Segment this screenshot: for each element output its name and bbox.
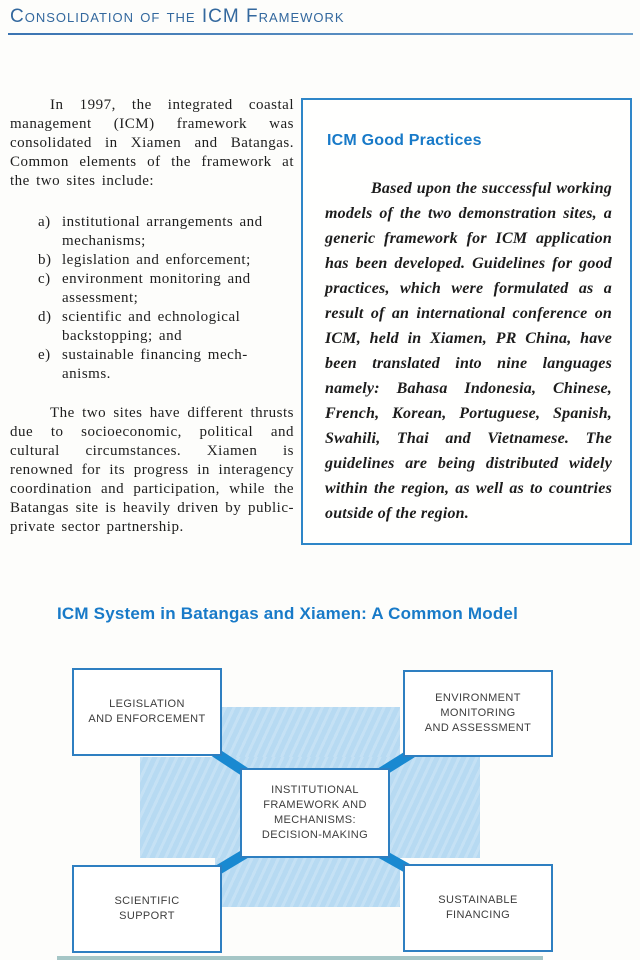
box-label-line: AND ENFORCEMENT [88, 713, 206, 725]
box-label-line: SUPPORT [119, 910, 175, 922]
box-label-line: SUSTAINABLE [438, 894, 518, 906]
diagram-box-environment [403, 670, 553, 757]
body-column [10, 96, 294, 537]
good-practices-box [301, 98, 632, 545]
intro-paragraph: In 1997, the integrated coastal management (ICM) framework was consolidated in Xiamen and Batangas. Common elements of the framework at the two sites include: [10, 97, 294, 189]
list-item [38, 251, 294, 270]
diagram-box-legislation [72, 668, 222, 756]
box-label-line: FRAMEWORK AND [263, 799, 367, 811]
list-item-text: institutional arrangements and mechanisms; [62, 214, 263, 249]
diagram-box-scientific [72, 865, 222, 953]
diagram-title: ICM System in Batangas and Xiamen: A Common Model [57, 604, 518, 623]
list-item-label: c) [38, 271, 51, 287]
box-label-line: DECISION-MAKING [261, 829, 369, 841]
box-label-line: INSTITUTIONAL [271, 784, 359, 796]
list-item-label: a) [38, 214, 51, 230]
sites-paragraph: The two sites have different thrusts due to socioeconomic, political and cultural circumstances. Xiamen is renowned for its progress in interagency coordination and participation, while the Batangas site is heavily driven by public-private sector partnership. [10, 405, 294, 535]
box-label-line: MECHANISMS: [273, 814, 357, 826]
list-item [38, 346, 294, 384]
good-practices-title: ICM Good Practices [327, 132, 482, 149]
diagram-box-sustainable [403, 864, 553, 952]
box-label-line: ENVIRONMENT [435, 692, 521, 704]
list-item-text: scientific and echnological backstopping; and [62, 309, 241, 344]
good-practices-body: Based upon the successful working models of the two demonstration sites, a generic framework for ICM application has been developed. Guidelines for good practices, which were formulated as a result of an international conference on ICM, held in Xiamen, PR China, have been translated into nine languages namely: Bahasa Indonesia, Chinese, French, Korean, Portuguese, Spanish, Swahili, Thai and Vietnamese. The guidelines are being distributed widely within the region, as well as to countries outside of the region. [325, 180, 612, 522]
list-item [38, 308, 294, 346]
page-title: Consolidation of the ICM Framework [10, 6, 345, 27]
list-item [38, 213, 294, 251]
diagram-box-institutional [240, 768, 390, 858]
icm-system-diagram [0, 650, 640, 960]
box-label-line: LEGISLATION [109, 698, 185, 710]
list-item-text: environment monitoring and assessment; [62, 271, 251, 306]
list-item-label: b) [38, 252, 52, 268]
list-item-text: legislation and enforcement; [62, 252, 251, 268]
list-item-label: d) [38, 309, 52, 325]
list-item-label: e) [38, 347, 51, 363]
box-label-line: SCIENTIFIC [114, 895, 180, 907]
box-label-line: AND ASSESSMENT [424, 722, 532, 734]
header-rule [8, 33, 633, 35]
box-label-line: MONITORING [440, 707, 516, 719]
list-item-text: sustainable financing mech-anisms. [62, 347, 248, 382]
framework-elements-list [10, 213, 294, 384]
list-item [38, 270, 294, 308]
box-label-line: FINANCING [445, 909, 511, 921]
